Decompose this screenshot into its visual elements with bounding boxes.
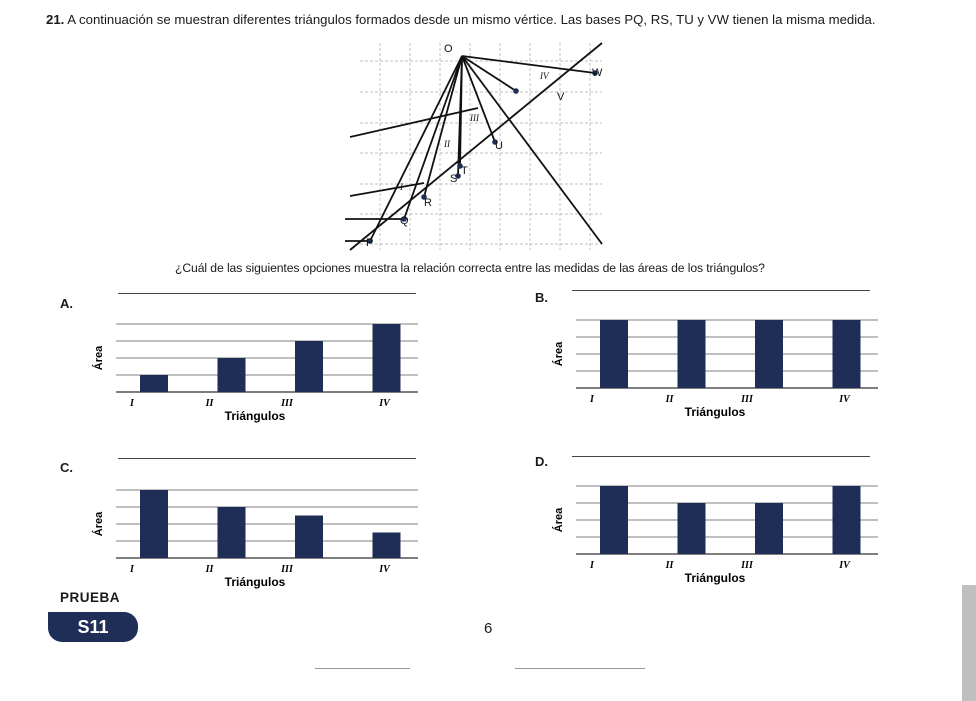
triangle-label-ii: II <box>444 139 450 149</box>
option-b-label: B. <box>535 290 548 305</box>
chart-a-bar-4 <box>373 324 401 392</box>
option-d-label: D. <box>535 454 548 469</box>
point-label-p: P <box>366 237 374 249</box>
sub-question: ¿Cuál de las siguientes opciones muestra la relación correcta entre las medidas de las áreas de los triángulos? <box>175 261 765 275</box>
option-a-label: A. <box>60 296 73 311</box>
chart-c-tick-3: III <box>281 564 293 575</box>
chart-d-ylabel: Área <box>553 507 565 533</box>
chart-c-bar-4 <box>373 533 401 559</box>
point-label-w: W <box>592 67 603 79</box>
triangle-diagram <box>340 38 605 253</box>
chart-a-tick-3: III <box>281 398 293 409</box>
chart-c-xlabel: Triángulos <box>224 575 286 589</box>
page-number: 6 <box>484 620 493 637</box>
chart-c-bar-2 <box>218 507 246 558</box>
option-c-divider <box>118 458 416 459</box>
chart-d-bar-1 <box>600 486 628 554</box>
chart-d-bar-2 <box>678 503 706 554</box>
point-label-u: U <box>495 140 503 152</box>
chart-c-bar-1 <box>140 490 168 558</box>
chart-a-tick-4: IV <box>379 398 390 409</box>
question-text <box>46 12 946 28</box>
point-label-s: S <box>450 173 458 185</box>
test-code-badge: S11 <box>48 612 138 642</box>
triangle-label-iv: IV <box>540 71 549 81</box>
chart-b-tick-2: II <box>665 394 674 405</box>
chart-d-tick-4: IV <box>839 560 850 571</box>
option-b-chart <box>548 312 888 422</box>
chart-d-bar-4 <box>833 486 861 554</box>
chart-b-tick-1: I <box>590 394 594 405</box>
footer-line-right <box>515 668 645 669</box>
point-label-q: Q <box>400 215 409 227</box>
option-d-chart <box>548 478 888 588</box>
chart-c-tick-4: IV <box>379 564 390 575</box>
option-b-divider <box>572 290 870 291</box>
chart-d-tick-1: I <box>590 560 594 571</box>
chart-a-xlabel: Triángulos <box>224 409 286 423</box>
option-d-divider <box>572 456 870 457</box>
chart-b-tick-4: IV <box>839 394 850 405</box>
chart-b-xlabel: Triángulos <box>684 405 746 419</box>
triangle-label-i: I <box>400 182 403 192</box>
chart-b-bar-2 <box>678 320 706 388</box>
diagram-lines <box>345 43 602 250</box>
chart-c-tick-2: II <box>205 564 214 575</box>
chart-a-bar-1 <box>140 375 168 392</box>
chart-d-tick-3: III <box>741 560 753 571</box>
chart-a-bar-3 <box>295 341 323 392</box>
option-a-divider <box>118 293 416 294</box>
chart-c-ylabel: Área <box>93 511 105 537</box>
chart-d-xlabel: Triángulos <box>684 571 746 585</box>
chart-a-bar-2 <box>218 358 246 392</box>
option-c-chart <box>88 482 428 592</box>
triangle-label-iii: III <box>470 113 479 123</box>
footer-line-left <box>315 668 410 669</box>
option-c-label: C. <box>60 460 73 475</box>
chart-a-ylabel: Área <box>93 345 105 371</box>
question-number: 21. <box>46 12 65 27</box>
test-label: PRUEBA <box>60 590 121 605</box>
question-statement: A continuación se muestran diferentes triángulos formados desde un mismo vértice. Las bases PQ, RS, TU y VW tienen la misma medida. <box>67 12 876 27</box>
point-label-t: T <box>461 165 468 177</box>
chart-b-ylabel: Área <box>553 341 565 367</box>
chart-a-tick-1: I <box>130 398 134 409</box>
chart-a-tick-2: II <box>205 398 214 409</box>
option-a-chart <box>88 316 428 426</box>
chart-d-tick-2: II <box>665 560 674 571</box>
chart-b-tick-3: III <box>741 394 753 405</box>
chart-b-bar-1 <box>600 320 628 388</box>
point-label-r: R <box>424 197 432 209</box>
vertex-label: O <box>444 43 453 55</box>
chart-b-bar-3 <box>755 320 783 388</box>
chart-b-bar-4 <box>833 320 861 388</box>
chart-d-bar-3 <box>755 503 783 554</box>
chart-c-bar-3 <box>295 516 323 559</box>
chart-c-tick-1: I <box>130 564 134 575</box>
point-label-v: V <box>557 91 565 103</box>
page-edge <box>962 585 976 701</box>
